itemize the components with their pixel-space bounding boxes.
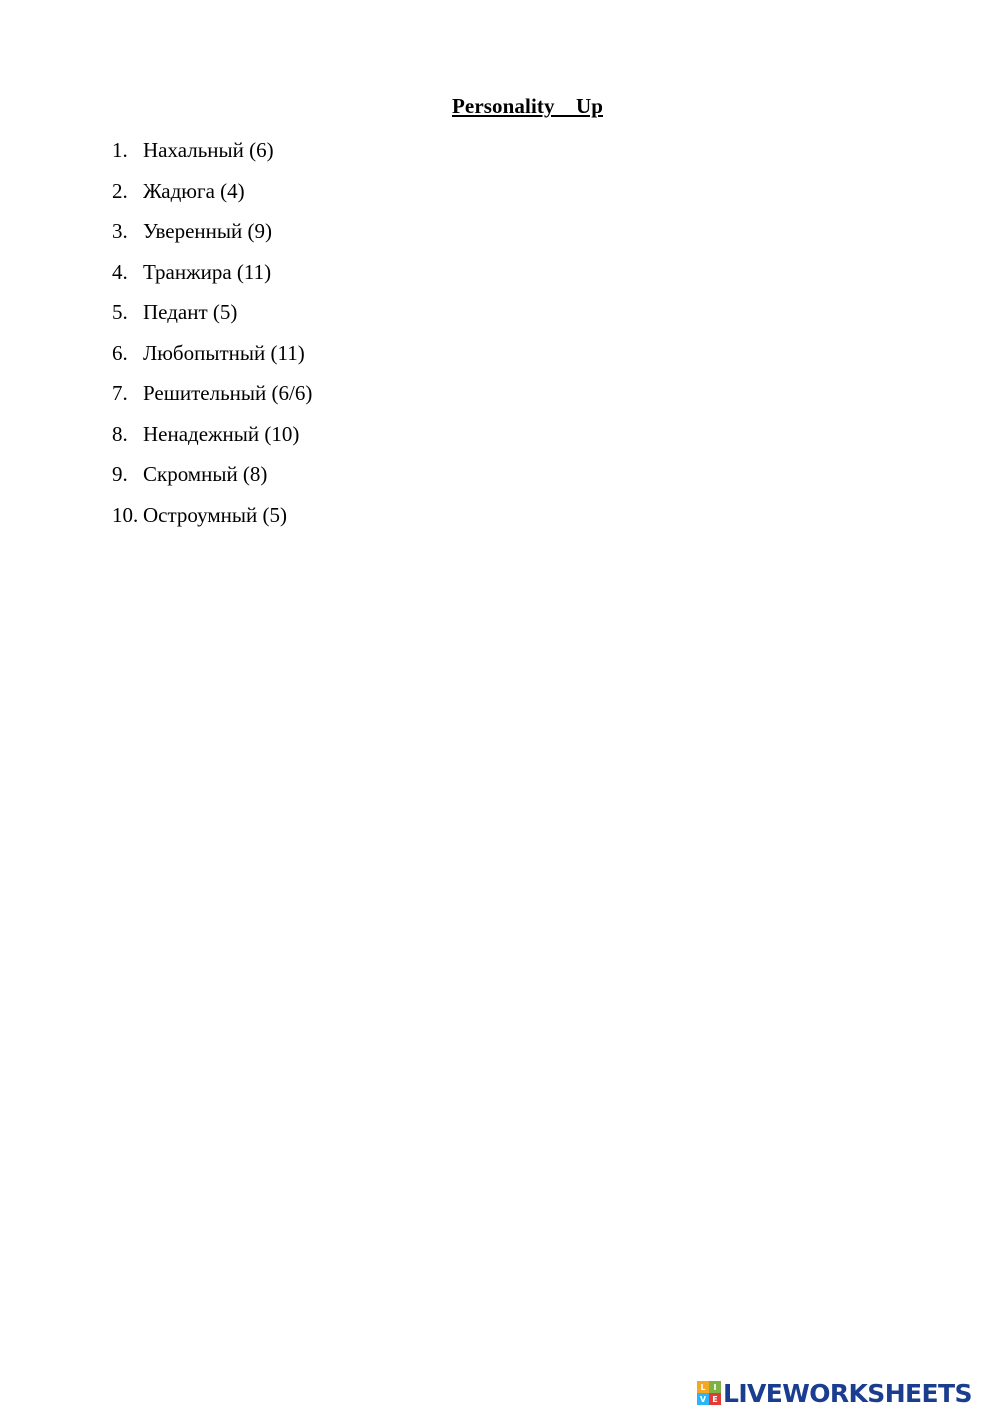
item-number: 7. [112,381,128,405]
item-number: 10. [112,502,139,527]
item-text: Нахальный (6) [143,138,274,162]
item-number: 2. [112,178,128,203]
list-item [112,177,312,218]
list-item [112,217,312,258]
list-item [112,379,312,420]
logo-mark-icon [697,1381,721,1405]
item-text: Решительный (6/6) [143,381,313,405]
logo-letter: I [709,1381,721,1393]
item-number: 9. [112,462,128,486]
logo-letter: E [709,1393,721,1405]
list-item [112,339,312,380]
item-text: Остроумный (5) [143,502,287,527]
liveworksheets-logo[interactable] [697,1378,972,1408]
item-number: 1. [112,138,128,162]
item-text: Уверенный (9) [143,219,272,243]
item-text: Жадюга (4) [143,178,245,203]
item-number: 8. [112,421,128,446]
item-text: Скромный (8) [143,462,268,486]
item-number: 4. [112,259,128,284]
item-number: 6. [112,340,128,365]
word-list [112,136,312,541]
list-item [112,501,312,542]
item-text: Транжира (11) [143,259,272,284]
logo-letter: L [697,1381,709,1393]
item-number: 5. [112,300,128,324]
item-text: Педант (5) [143,300,238,324]
list-item [112,258,312,299]
worksheet-title: Personality Up [452,94,604,118]
logo-text: LIVEWORKSHEETS [723,1378,972,1408]
logo-letter: V [697,1393,709,1405]
item-text: Любопытный (11) [143,340,305,365]
item-number: 3. [112,219,128,243]
list-item [112,298,312,339]
list-item [112,420,312,461]
item-text: Ненадежный (10) [143,421,300,446]
list-item [112,136,312,177]
list-item [112,460,312,501]
